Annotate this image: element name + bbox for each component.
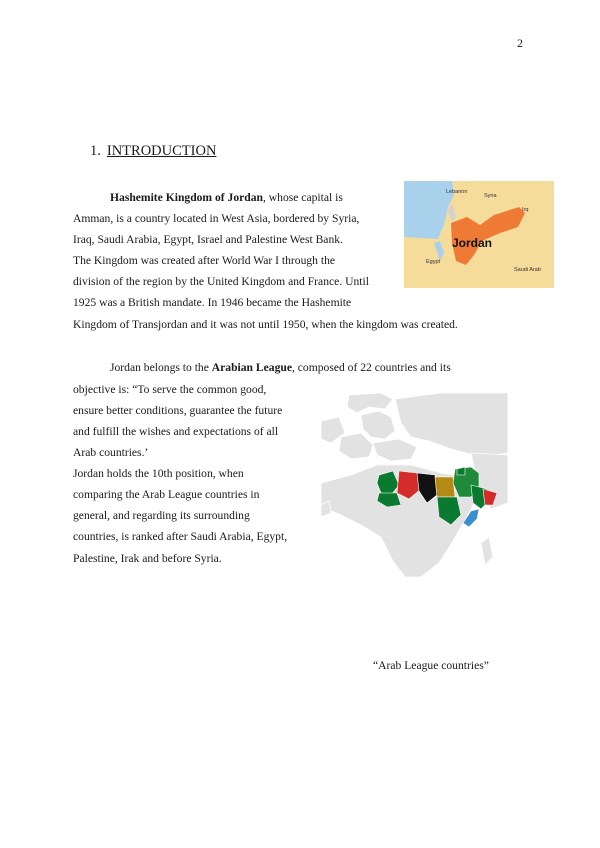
map-caption: “Arab League countries”	[373, 659, 489, 672]
saudi-label: Saudi Arab	[514, 267, 541, 273]
egypt-label: Egypt	[426, 259, 441, 265]
section-number: 1.	[90, 143, 101, 159]
para2-line-8: general, and regarding its surrounding	[73, 509, 250, 522]
para2-line-5: Arab countries.’	[73, 446, 149, 459]
para2-line-6: Jordan holds the 10th position, when	[73, 467, 244, 480]
para2-line-2: objective is: “To serve the common good,	[73, 383, 267, 396]
section-heading	[90, 143, 216, 160]
para1-line-1-rest: , whose capital is	[262, 191, 343, 204]
jordan-map-image	[404, 181, 554, 288]
arab-league-map-image	[321, 393, 508, 581]
para2-line-1-pre: Jordan belongs to the	[110, 361, 212, 374]
para2-line-9: countries, is ranked after Saudi Arabia, Egypt,	[73, 530, 288, 543]
para1-line-2: Amman, is a country located in West Asia, bordered by Syria,	[73, 212, 360, 225]
bold-arabian-league: Arabian League	[211, 361, 292, 374]
para2-line-1	[110, 361, 451, 375]
bold-country-name: Hashemite Kingdom of Jordan	[110, 191, 263, 204]
para2-line-7: comparing the Arab League countries in	[73, 488, 260, 501]
para2-line-4: and fulfill the wishes and expectations of all	[73, 425, 279, 438]
para1-line-1	[110, 191, 343, 205]
para2-line-1-post: , composed of 22 countries and its	[291, 361, 451, 374]
para1-line-6: 1925 was a British mandate. In 1946 became the Hashemite	[73, 296, 352, 309]
para1-line-5: division of the region by the United Kingdom and France. Until	[73, 275, 369, 288]
syria-label: Syria	[484, 193, 497, 199]
iraq-label: Irq	[522, 207, 529, 213]
section-title: INTRODUCTION	[106, 143, 217, 159]
para1-line-7: Kingdom of Transjordan and it was not until 1950, when the kingdom was created.	[73, 318, 458, 331]
para1-line-4: The Kingdom was created after World War I through the	[73, 254, 336, 267]
para2-line-10: Palestine, Irak and before Syria.	[73, 552, 222, 565]
lebanon-label: Lebanon	[446, 189, 468, 195]
page-number: 2	[517, 36, 523, 50]
para2-line-3: ensure better conditions, guarantee the future	[73, 404, 283, 417]
para1-line-3: Iraq, Saudi Arabia, Egypt, Israel and Palestine West Bank.	[73, 233, 343, 246]
jordan-label: Jordan	[452, 236, 493, 250]
